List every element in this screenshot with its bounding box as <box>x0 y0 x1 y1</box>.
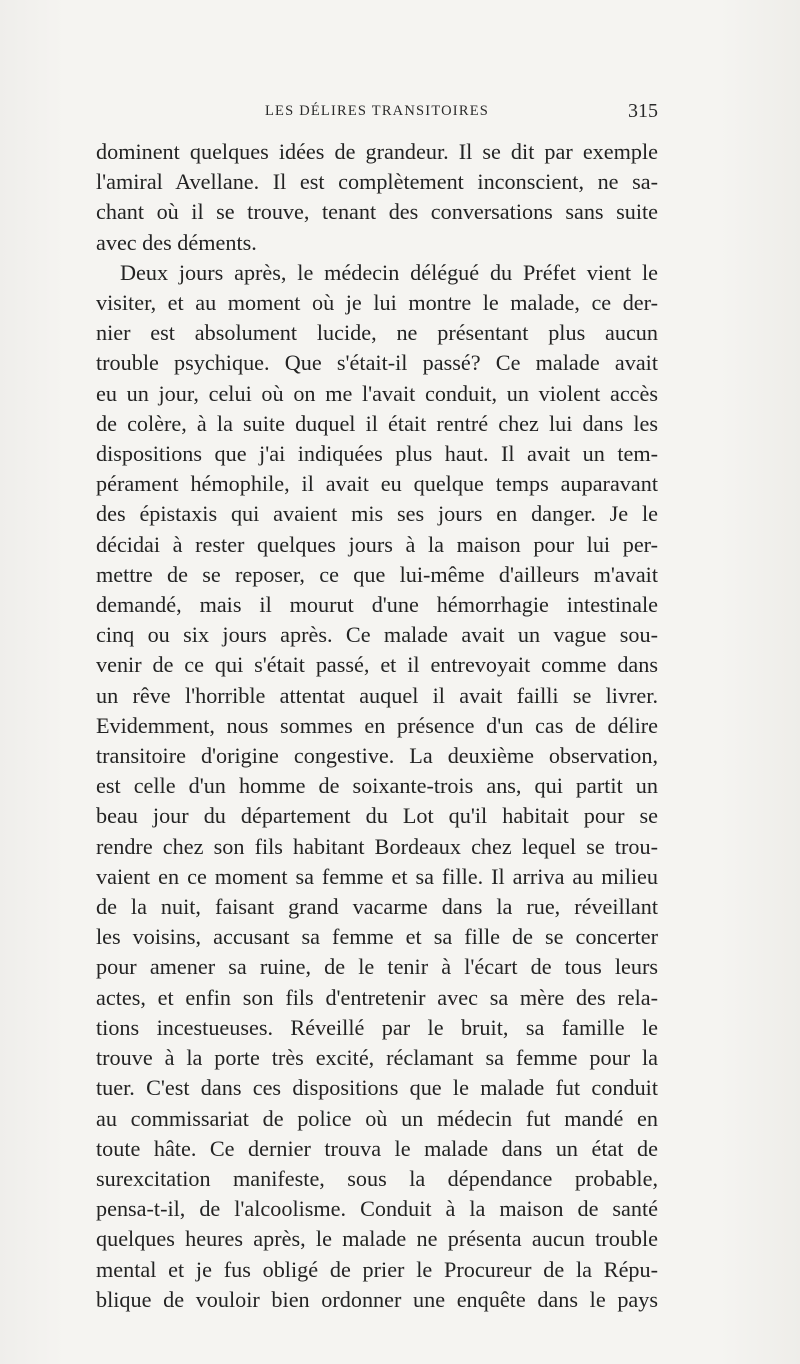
text-line: l'amiral Avellane. Il est complètement inconscient, ne sa- <box>96 169 658 195</box>
text-line: décidai à rester quelques jours à la maison pour lui per- <box>96 531 658 557</box>
text-line: tuer. C'est dans ces dispositions que le malade fut conduit <box>96 1075 658 1101</box>
text-line: de colère, à la suite duquel il était rentré chez lui dans les <box>96 410 658 436</box>
text-line: des épistaxis qui avaient mis ses jours en danger. Je le <box>96 501 658 527</box>
text-line: de la nuit, faisant grand vacarme dans la rue, réveillant <box>96 894 658 920</box>
text-line: mettre de se reposer, ce que lui-même d'ailleurs m'avait <box>96 561 658 587</box>
text-line: avec des déments. <box>96 229 257 255</box>
text-line: toute hâte. Ce dernier trouva le malade dans un état de <box>96 1135 658 1161</box>
text-line: pensa-t-il, de l'alcoolisme. Conduit à la maison de santé <box>96 1196 658 1222</box>
paragraph-start-line: Deux jours après, le médecin délégué du Préfet vient le <box>120 259 658 285</box>
text-line: rendre chez son fils habitant Bordeaux chez lequel se trou- <box>96 833 658 859</box>
running-header <box>96 100 658 125</box>
text-line: au commissariat de police où un médecin fut mandé en <box>96 1105 658 1131</box>
text-line: mental et je fus obligé de prier le Procureur de la Répu- <box>96 1256 658 1282</box>
running-title: LES DÉLIRES TRANSITOIRES <box>264 103 490 119</box>
text-line: Evidemment, nous sommes en présence d'un cas de délire <box>96 712 658 738</box>
text-line: dispositions que j'ai indiquées plus haut. Il avait un tem- <box>96 441 658 467</box>
text-line: cinq ou six jours après. Ce malade avait un vague sou- <box>96 622 658 648</box>
text-line: trouble psychique. Que s'était-il passé? Ce malade avait <box>96 350 658 376</box>
text-line: venir de ce qui s'était passé, et il entrevoyait comme dans <box>96 652 658 678</box>
text-line: quelques heures après, le malade ne présenta aucun trouble <box>96 1226 658 1252</box>
text-line: pérament hémophile, il avait eu quelque temps auparavant <box>96 471 658 497</box>
text-line: actes, et enfin son fils d'entretenir avec sa mère des rela- <box>96 984 658 1010</box>
text-line: dominent quelques idées de grandeur. Il se dit par exemple <box>96 139 658 164</box>
text-line: beau jour du département du Lot qu'il habitait pour se <box>96 803 658 829</box>
text-line: transitoire d'origine congestive. La deuxième observation, <box>96 743 658 769</box>
text-line: pour amener sa ruine, de le tenir à l'écart de tous leurs <box>96 954 658 980</box>
text-line: demandé, mais il mourut d'une hémorrhagie intestinale <box>96 592 658 618</box>
text-line: tions incestueuses. Réveillé par le bruit, sa famille le <box>96 1014 658 1040</box>
text-line: les voisins, accusant sa femme et sa fille de se concerter <box>96 924 658 950</box>
text-line: vaient en ce moment sa femme et sa fille. Il arriva au milieu <box>96 863 658 889</box>
text-line: surexcitation manifeste, sous la dépendance probable, <box>96 1165 658 1191</box>
text-line: eu un jour, celui où on me l'avait conduit, un violent accès <box>96 380 658 406</box>
text-line: est celle d'un homme de soixante-trois ans, qui partit un <box>96 773 658 799</box>
text-line: un rêve l'horrible attentat auquel il avait failli se livrer. <box>96 682 658 708</box>
text-line: blique de vouloir bien ordonner une enquête dans le pays <box>96 1286 658 1312</box>
text-line: trouve à la porte très excité, réclamant sa femme pour la <box>96 1045 658 1071</box>
body-text <box>96 137 658 1315</box>
text-line: nier est absolument lucide, ne présentant plus aucun <box>96 320 658 346</box>
page-number: 315 <box>628 100 658 122</box>
text-line: chant où il se trouve, tenant des conversations sans suite <box>96 199 658 225</box>
text-line: visiter, et au moment où je lui montre le malade, ce der- <box>96 290 658 316</box>
